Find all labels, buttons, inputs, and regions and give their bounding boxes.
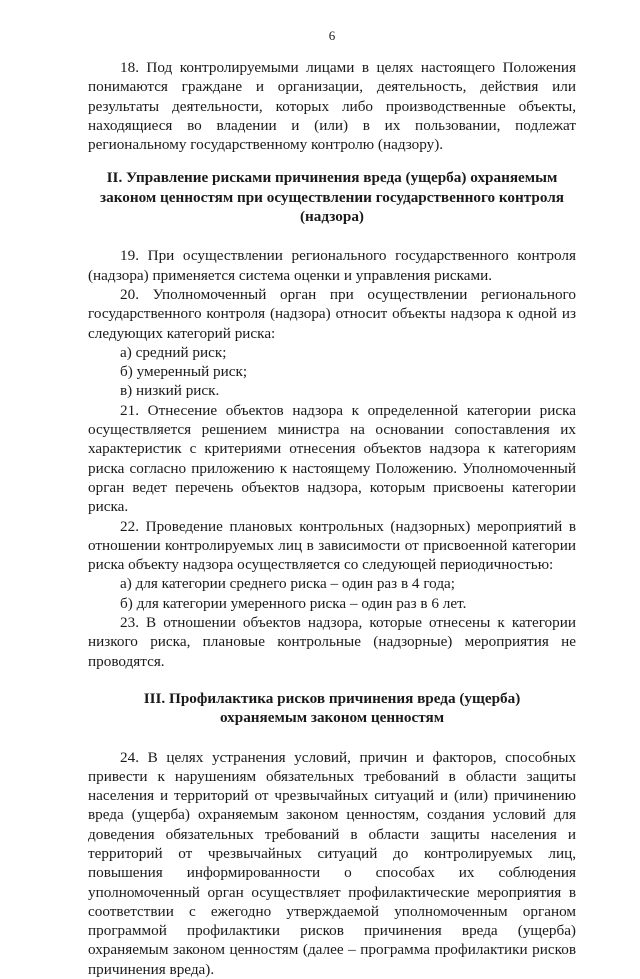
- paragraph-22: 22. Проведение плановых контрольных (надзорных) мероприятий в отношении контролируемых лиц в зависимости от присвоенной категории риска объекту надзора осуществляется со следующей периодичностью:: [88, 517, 576, 575]
- section-3-heading-line-1: III. Профилактика рисков причинения вреда (ущерба): [144, 690, 521, 707]
- risk-item-a: а) средний риск;: [88, 343, 576, 362]
- section-3-heading: [88, 689, 576, 728]
- risk-item-c: в) низкий риск.: [88, 381, 576, 400]
- paragraph-23: 23. В отношении объектов надзора, которые отнесены к категории низкого риска, плановые контрольные (надзорные) мероприятия не проводятся.: [88, 613, 576, 671]
- section-2-heading: II. Управление рисками причинения вреда (ущерба) охраняемым законом ценностям при осуществлении государственного контроля (надзора): [88, 168, 576, 226]
- paragraph-19: 19. При осуществлении регионального государственного контроля (надзора) применяется система оценки и управления рисками.: [88, 246, 576, 285]
- section-3-heading-line-2: охраняемым законом ценностям: [220, 709, 444, 726]
- period-item-b: б) для категории умеренного риска – один раз в 6 лет.: [88, 594, 576, 613]
- page-number: 6: [88, 28, 576, 44]
- period-item-a: а) для категории среднего риска – один раз в 4 года;: [88, 574, 576, 593]
- paragraph-18: 18. Под контролируемыми лицами в целях настоящего Положения понимаются граждане и организации, деятельность, действия или результаты деятельности, которых либо производственные объекты, находящиеся во владении и (или) в их пользовании, подлежат региональному государственному контролю (надзору).: [88, 58, 576, 154]
- paragraph-21: 21. Отнесение объектов надзора к определенной категории риска осуществляется решением министра на основании сопоставления их характеристик с критериями отнесения объектов надзора к категориям риска согласно приложению к настоящему Положению. Уполномоченный орган ведет перечень объектов надзора, которым присвоены категории риска.: [88, 401, 576, 517]
- risk-item-b: б) умеренный риск;: [88, 362, 576, 381]
- paragraph-24: 24. В целях устранения условий, причин и факторов, способных привести к нарушениям обязательных требований в области защиты населения и территорий от чрезвычайных ситуаций и (или) причинению вреда (ущерба) охраняемым законом ценностям, создания условий для доведения обязательных требований в области защиты населения и территорий от чрезвычайных ситуаций до контролируемых лиц, повышения информированности о способах их соблюдения уполномоченный орган осуществляет профилактические мероприятия в соответствии с ежегодно утверждаемой уполномоченным органом программой профилактики рисков причинения вреда (ущерба) охраняемым законом ценностям (далее – программа профилактики рисков причинения вреда).: [88, 748, 576, 979]
- paragraph-20: 20. Уполномоченный орган при осуществлении регионального государственного контроля (надзора) относит объекты надзора к одной из следующих категорий риска:: [88, 285, 576, 343]
